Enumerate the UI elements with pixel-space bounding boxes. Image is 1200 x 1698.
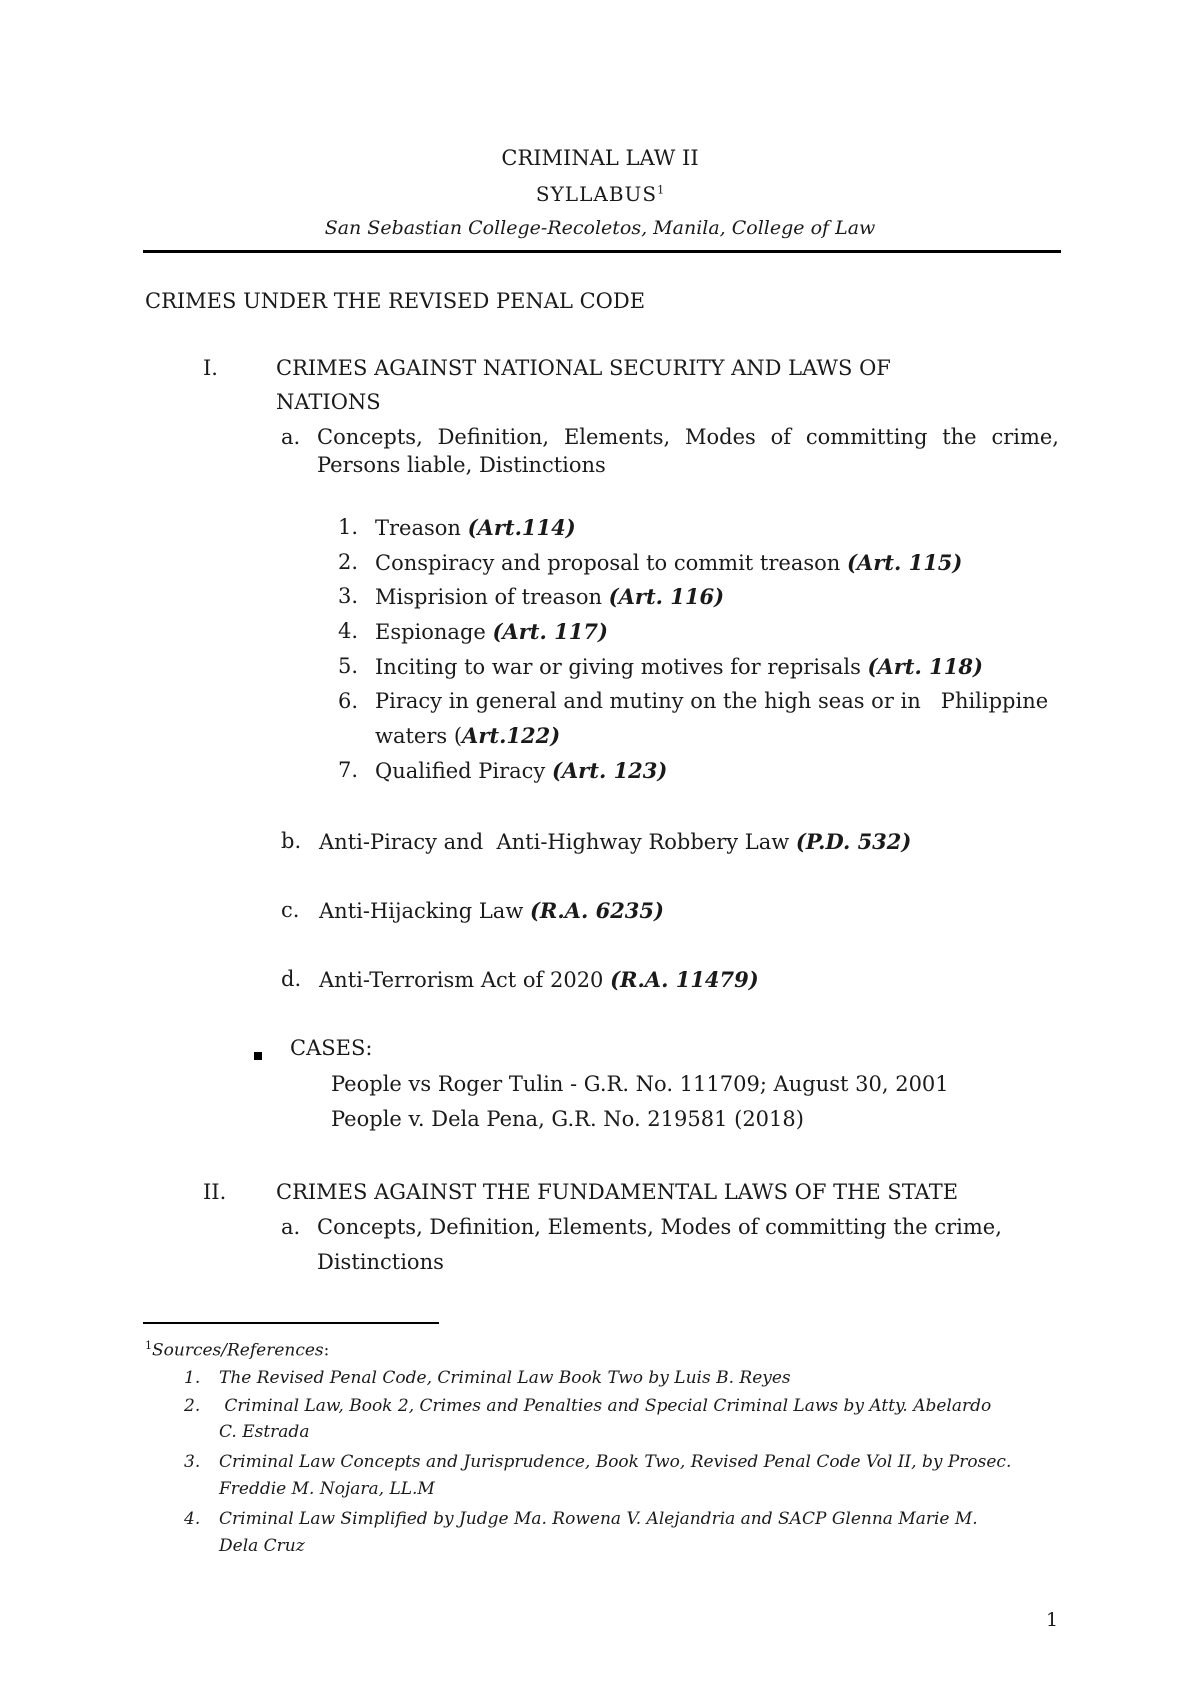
list-number: 4.: [338, 619, 359, 643]
reference-line: Freddie M. Nojara, LL.M: [219, 1479, 435, 1499]
article-ref: (Art. 116): [608, 584, 725, 609]
subsection-text-line: Persons liable, Distinctions: [317, 453, 606, 477]
article-ref: (Art. 117): [492, 619, 608, 644]
document-subtitle: SYLLABUS$^1$: [535, 182, 665, 206]
list-number: 2.: [338, 550, 359, 574]
main-heading: CRIMES UNDER THE REVISED PENAL CODE: [145, 289, 646, 313]
subsection-letter: d.: [281, 967, 302, 991]
reference-line: Criminal Law Simplified by Judge Ma. Rowena V. Alejandria and SACP Glenna Marie M.: [219, 1509, 978, 1529]
section-title-line: CRIMES AGAINST THE FUNDAMENTAL LAWS OF THE STATE: [276, 1180, 959, 1204]
list-item: Misprision of treason (Art. 116): [375, 584, 725, 609]
institution-name: San Sebastian College-Recoletos, Manila, College of Law: [324, 217, 876, 239]
section-title-line: CRIMES AGAINST NATIONAL SECURITY AND LAWS OF: [276, 356, 891, 380]
section-numeral: I.: [203, 356, 218, 380]
reference-number: 4.: [184, 1509, 201, 1529]
list-item: Conspiracy and proposal to commit treason (Art. 115): [375, 550, 963, 575]
footnote-divider: [143, 1322, 439, 1324]
reference-line: The Revised Penal Code, Criminal Law Book Two by Luis B. Reyes: [219, 1368, 791, 1388]
article-ref: (Art. 123): [551, 758, 668, 783]
subsection-text-line: Concepts, Definition, Elements, Modes of committing the crime,: [317, 425, 1059, 449]
list-number: 7.: [338, 758, 359, 782]
footnote-ref-marker: 1: [657, 183, 665, 197]
reference-line: Criminal Law, Book 2, Crimes and Penalties and Special Criminal Laws by Atty. Abelardo: [219, 1396, 992, 1416]
list-item: Treason (Art.114): [375, 515, 576, 540]
case-citation: People v. Dela Pena, G.R. No. 219581 (2018): [331, 1107, 804, 1131]
article-ref: (Art.114): [467, 515, 576, 540]
law-ref: (R.A. 11479): [610, 967, 759, 992]
list-number: 1.: [338, 515, 359, 539]
list-item: Espionage (Art. 117): [375, 619, 608, 644]
footnote-heading: $^1$Sources/References:: [145, 1339, 330, 1361]
list-item: Piracy in general and mutiny on the high seas or in Philippine: [375, 689, 1049, 713]
article-ref: Art.122): [462, 723, 561, 748]
header-divider: [143, 250, 1061, 253]
reference-line: C. Estrada: [219, 1422, 310, 1442]
law-item: Anti-Hijacking Law (R.A. 6235): [319, 898, 664, 923]
list-number: 5.: [338, 654, 359, 678]
law-item: Anti-Terrorism Act of 2020 (R.A. 11479): [319, 967, 759, 992]
list-item: Inciting to war or giving motives for reprisals (Art. 118): [375, 654, 983, 679]
law-ref: (P.D. 532): [795, 829, 912, 854]
list-number: 6.: [338, 689, 359, 713]
subsection-letter: b.: [281, 829, 302, 853]
reference-number: 1.: [184, 1368, 201, 1388]
reference-line: Dela Cruz: [219, 1536, 305, 1556]
article-ref: (Art. 115): [846, 550, 963, 575]
bullet-square-icon: [254, 1045, 262, 1064]
reference-number: 2.: [184, 1396, 201, 1416]
subsection-text-line: Concepts, Definition, Elements, Modes of committing the crime,: [317, 1215, 1002, 1239]
reference-line: Criminal Law Concepts and Jurisprudence, Book Two, Revised Penal Code Vol II, by Prosec.: [219, 1452, 1012, 1472]
subsection-letter: a.: [281, 1215, 301, 1239]
list-item: Qualified Piracy (Art. 123): [375, 758, 668, 783]
law-ref: (R.A. 6235): [529, 898, 664, 923]
subsection-letter: c.: [281, 898, 300, 922]
section-numeral: II.: [203, 1180, 227, 1204]
document-title: CRIMINAL LAW II: [501, 146, 699, 170]
section-title-line: NATIONS: [276, 390, 381, 414]
reference-number: 3.: [184, 1452, 201, 1472]
list-item-continuation: waters (Art.122): [375, 723, 561, 748]
law-item: Anti-Piracy and Anti-Highway Robbery Law (P.D. 532): [319, 829, 912, 854]
subsection-letter: a.: [281, 425, 301, 449]
article-ref: (Art. 118): [867, 654, 983, 679]
page-number: 1: [1046, 1609, 1059, 1631]
case-citation: People vs Roger Tulin - G.R. No. 111709; August 30, 2001: [331, 1072, 949, 1096]
subsection-text-line: Distinctions: [317, 1250, 444, 1274]
list-number: 3.: [338, 584, 359, 608]
cases-label: CASES:: [290, 1036, 373, 1060]
